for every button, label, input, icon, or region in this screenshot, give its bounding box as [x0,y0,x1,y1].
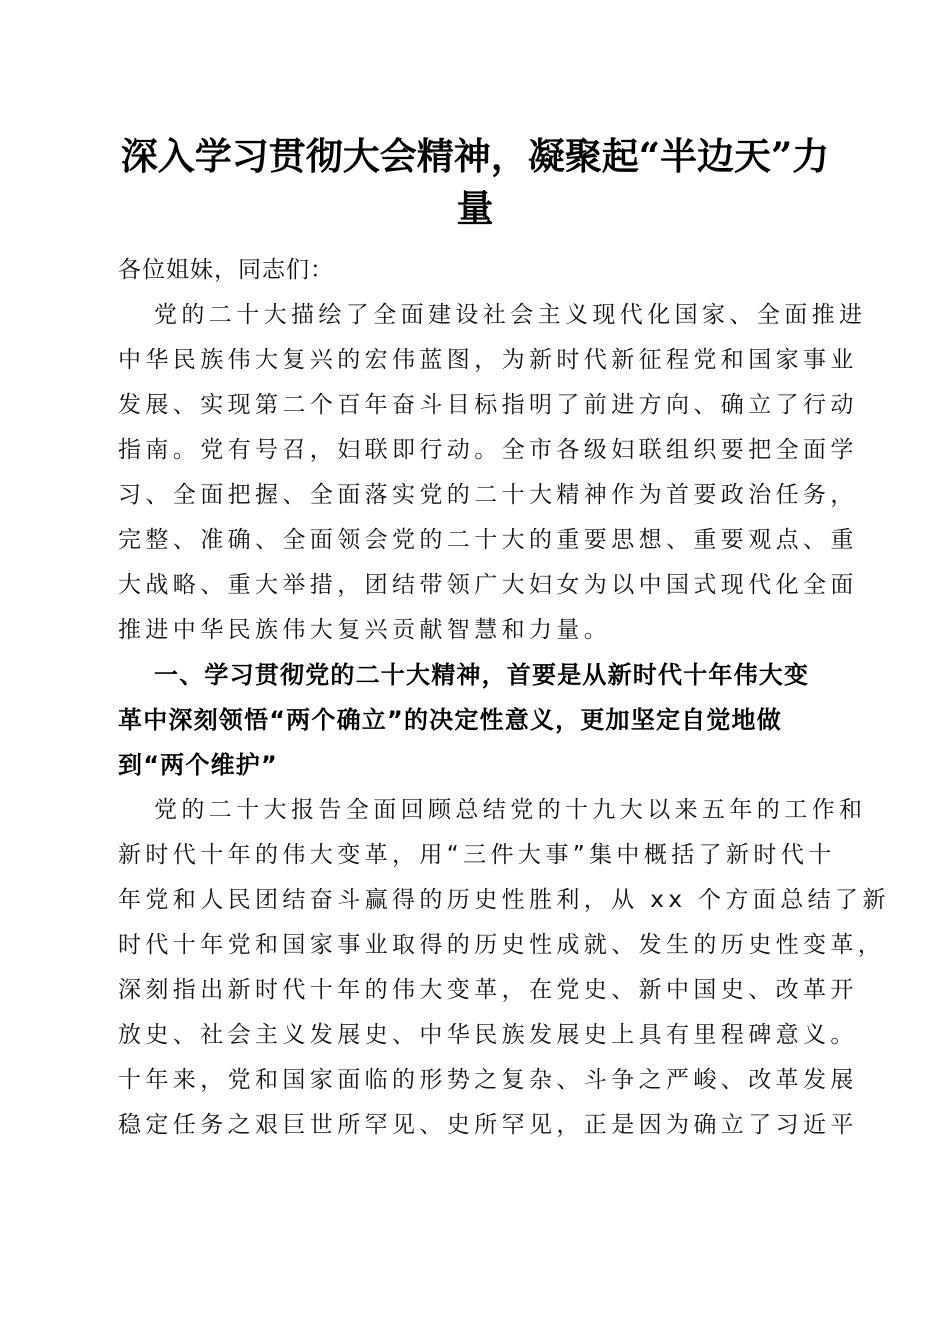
paragraph-line: 时代十年党和国家事业取得的历史性成就、发生的历史性变革， [118,932,886,958]
paragraph-intro [118,293,867,653]
paragraph-line: 新时代十年的伟大变革，用“三件大事”集中概括了新时代十 [118,842,836,868]
paragraph-line: 指南。党有号召，妇联即行动。全市各级妇联组织要把全面学 [118,437,858,463]
section-heading-1 [118,653,838,788]
greeting: 各位姐妹，同志们： [118,257,334,283]
heading-line: 革中深刻领悟“两个确立”的决定性意义，更加坚定自觉地做 [118,706,782,734]
paragraph-line: 习、全面把握、全面落实党的二十大精神作为首要政治任务， [118,482,858,508]
paragraph-section-1 [118,788,890,1148]
document-body [118,248,890,1148]
title-line: 深入学习贯彻大会精神，凝聚起“半边天”力 [120,134,830,178]
paragraph-line: 深刻指出新时代十年的伟大变革，在党史、新中国史、改革开 [118,977,858,1003]
paragraph-line: 稳定任务之艰巨世所罕见、史所罕见，正是因为确立了习近平 [118,1112,858,1138]
document-title [110,130,840,234]
heading-line: 到“两个维护” [118,751,278,779]
paragraph-line: 十年来，党和国家面临的形势之复杂、斗争之严峻、改革发展 [118,1067,858,1093]
paragraph-line: 中华民族伟大复兴的宏伟蓝图，为新时代新征程党和国家事业 [118,347,858,373]
paragraph-line: 党的二十大报告全面回顾总结党的十九大以来五年的工作和 [154,797,867,823]
title-line: 量 [456,186,494,230]
heading-line: 一、学习贯彻党的二十大精神，首要是从新时代十年伟大变 [154,661,810,689]
paragraph-line: 党的二十大描绘了全面建设社会主义现代化国家、全面推进 [154,302,867,328]
paragraph-line: 大战略、重大举措，团结带领广大妇女为以中国式现代化全面 [118,572,858,598]
paragraph-line: 完整、准确、全面领会党的二十大的重要思想、重要观点、重 [118,527,858,553]
paragraph-line: 推进中华民族伟大复兴贡献智慧和力量。 [118,617,612,643]
paragraph-line: 放史、社会主义发展史、中华民族发展史上具有里程碑意义。 [118,1022,858,1048]
paragraph-line: 年党和人民团结奋斗赢得的历史性胜利，从 xx 个方面总结了新 [118,887,890,913]
paragraph-line: 发展、实现第二个百年奋斗目标指明了前进方向、确立了行动 [118,392,858,418]
